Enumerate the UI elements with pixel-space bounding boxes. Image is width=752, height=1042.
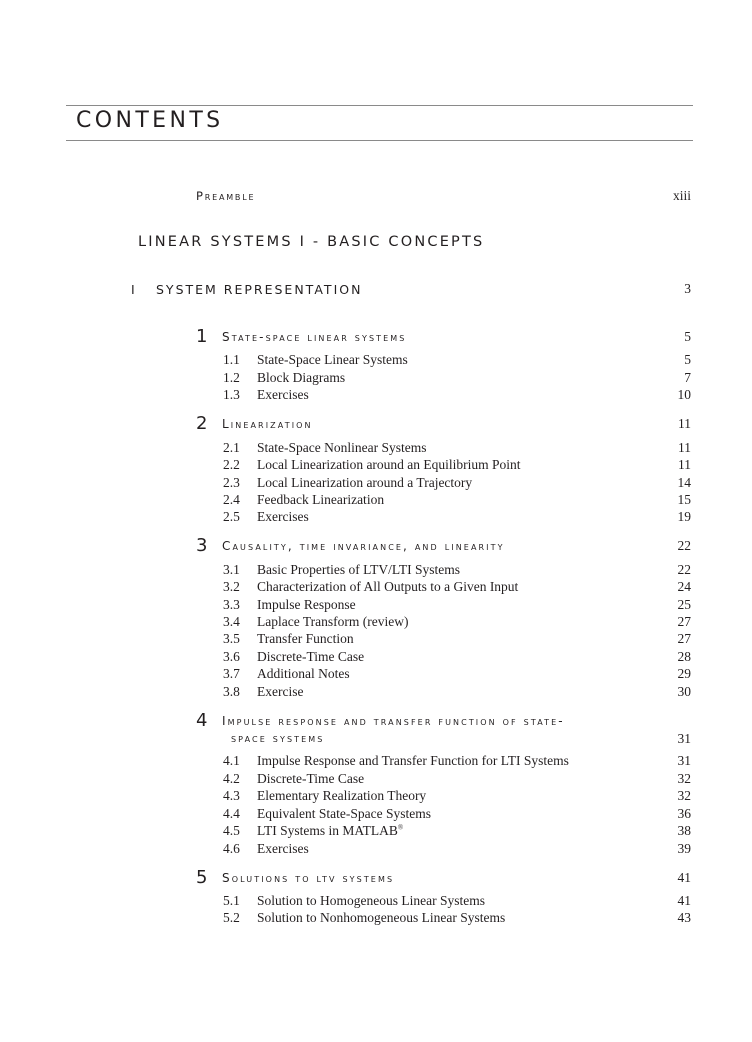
unit-number: I [131, 282, 137, 297]
preamble-page: xiii [672, 188, 691, 203]
section-title[interactable]: State-Space Linear Systems [257, 352, 408, 367]
section-page: 25 [677, 597, 691, 612]
chapter-page: 41 [677, 870, 691, 885]
section-page: 5 [684, 352, 691, 367]
section-page: 28 [677, 649, 691, 664]
chapter-title[interactable]: Linearization [222, 417, 313, 431]
section-number: 4.3 [223, 788, 240, 803]
top-rule [66, 105, 693, 106]
section-page: 27 [677, 614, 691, 629]
section-title[interactable]: Block Diagrams [257, 370, 346, 385]
chapter-page: 5 [684, 329, 691, 344]
section-title[interactable]: Exercises [257, 387, 309, 402]
section-number: 5.1 [223, 893, 240, 908]
section-number: 2.3 [223, 475, 240, 490]
section-title[interactable]: Additional Notes [257, 666, 350, 681]
section-number: 1.1 [223, 352, 240, 367]
section-title[interactable]: Discrete-Time Case [257, 771, 365, 786]
chapter-page: 11 [678, 416, 691, 431]
unit-page: 3 [684, 281, 691, 296]
section-page: 43 [677, 910, 691, 925]
section-page: 30 [677, 684, 691, 699]
section-page: 27 [677, 631, 691, 646]
section-title[interactable]: Basic Properties of LTV/LTI Systems [257, 562, 460, 577]
section-number: 2.1 [223, 440, 240, 455]
section-page: 32 [677, 771, 691, 786]
chapter-title[interactable]: Impulse response and transfer function of state- [222, 714, 565, 728]
registered-mark: ® [397, 823, 404, 832]
section-number: 3.3 [223, 597, 240, 612]
section-page: 7 [684, 370, 691, 385]
section-title[interactable]: Transfer Function [257, 631, 354, 646]
section-number: 2.5 [223, 509, 240, 524]
section-page: 10 [677, 387, 691, 402]
chapter-page: 22 [677, 538, 691, 553]
heading-rule [66, 140, 693, 141]
section-page: 11 [678, 440, 691, 455]
section-page: 39 [677, 841, 691, 856]
chapter-number: 3 [196, 535, 208, 556]
part-title[interactable]: LINEAR SYSTEMS I - BASIC CONCEPTS [138, 234, 485, 250]
section-page: 15 [677, 492, 691, 507]
section-number: 3.5 [223, 631, 240, 646]
section-number: 4.2 [223, 771, 240, 786]
section-number: 3.2 [223, 579, 240, 594]
section-title[interactable]: Characterization of All Outputs to a Given Input [257, 579, 519, 594]
section-page: 14 [677, 475, 691, 490]
section-title[interactable]: Local Linearization around a Trajectory [257, 475, 473, 490]
chapter-title-continued[interactable]: space systems [231, 731, 325, 745]
section-number: 4.1 [223, 753, 240, 768]
section-title[interactable]: Solution to Homogeneous Linear Systems [257, 893, 485, 908]
section-number: 3.4 [223, 614, 240, 629]
section-number: 3.6 [223, 649, 240, 664]
section-title[interactable]: Impulse Response and Transfer Function for LTI Systems [257, 753, 569, 768]
section-number: 5.2 [223, 910, 240, 925]
chapter-number: 5 [196, 867, 208, 888]
section-page: 22 [677, 562, 691, 577]
section-number: 3.8 [223, 684, 240, 699]
section-title[interactable]: Discrete-Time Case [257, 649, 365, 664]
chapter-title[interactable]: Causality, time invariance, and linearity [222, 539, 505, 553]
section-page: 19 [677, 509, 691, 524]
chapter-title[interactable]: Solutions to ltv systems [222, 871, 395, 885]
section-title[interactable]: Exercise [257, 684, 304, 699]
section-title[interactable]: Feedback Linearization [257, 492, 385, 507]
section-page: 11 [678, 457, 691, 472]
chapter-title[interactable]: State-space linear systems [222, 330, 407, 344]
section-number: 4.6 [223, 841, 240, 856]
section-number: 3.1 [223, 562, 240, 577]
chapter-page: 31 [677, 731, 691, 746]
section-number: 2.4 [223, 492, 240, 507]
section-number: 1.2 [223, 370, 240, 385]
section-title[interactable] [257, 823, 403, 839]
section-title[interactable]: Exercises [257, 841, 309, 856]
section-number: 1.3 [223, 387, 240, 402]
section-page: 31 [677, 753, 691, 768]
section-number: 4.5 [223, 823, 240, 838]
chapter-number: 4 [196, 710, 208, 731]
section-number: 4.4 [223, 806, 240, 821]
section-title[interactable]: Equivalent State-Space Systems [257, 806, 431, 821]
section-page: 24 [677, 579, 691, 594]
section-title[interactable]: Solution to Nonhomogeneous Linear Systems [257, 910, 506, 925]
section-title[interactable]: Exercises [257, 509, 309, 524]
section-page: 41 [677, 893, 691, 908]
section-title[interactable]: Impulse Response [257, 597, 356, 612]
section-page: 36 [677, 806, 691, 821]
section-number: 3.7 [223, 666, 240, 681]
section-page: 29 [677, 666, 691, 681]
preamble-label[interactable]: Preamble [196, 189, 256, 203]
section-page: 38 [677, 823, 691, 838]
section-title[interactable]: Local Linearization around an Equilibrium Point [257, 457, 521, 472]
section-page: 32 [677, 788, 691, 803]
section-title[interactable]: Laplace Transform (review) [257, 614, 409, 629]
chapter-number: 1 [196, 326, 208, 347]
chapter-number: 2 [196, 413, 208, 434]
section-title[interactable]: State-Space Nonlinear Systems [257, 440, 427, 455]
section-number: 2.2 [223, 457, 240, 472]
page-heading: CONTENTS [76, 108, 224, 133]
section-title-text: LTI Systems in MATLAB [257, 823, 398, 838]
unit-title[interactable]: SYSTEM REPRESENTATION [156, 282, 363, 297]
section-title[interactable]: Elementary Realization Theory [257, 788, 427, 803]
